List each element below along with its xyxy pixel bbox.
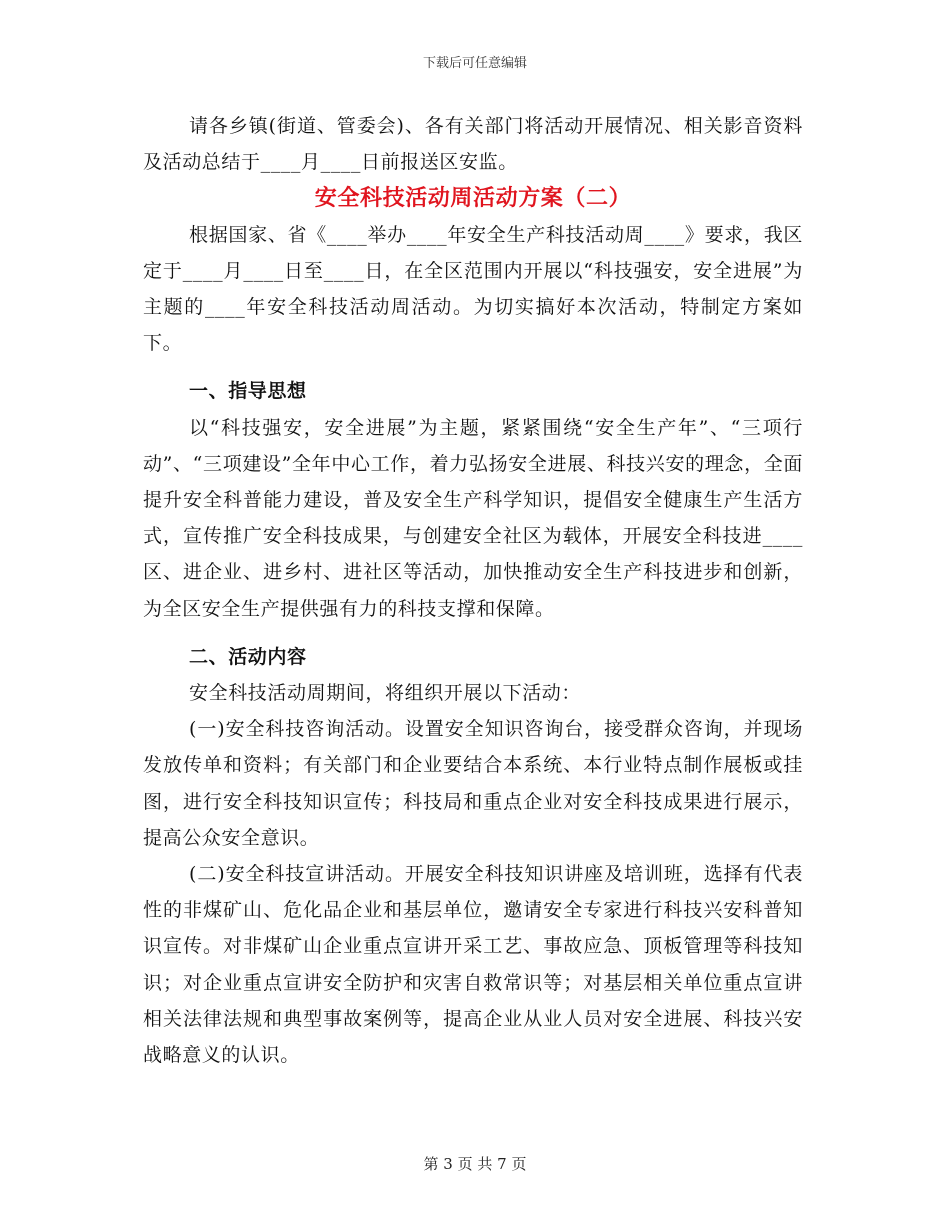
spacer [143,627,803,639]
activity-item-2: (二)安全科技宣讲活动。开展安全科技知识讲座及培训班，选择有代表性的非煤矿山、危化品企业和基层单位，邀请安全专家进行科技兴安科普知识宣传。对非煤矿山企业重点宣讲开采工艺、事故应急、顶板管理等科技知识；对企业重点宣讲安全防护和灾害自救常识等；对基层相关单位重点宣讲相关法律法规和典型事故案例等，提高企业从业人员对安全进展、科技兴安战略意义的认识。 [143,863,803,1067]
document-body [143,108,803,1073]
page-header-note: 下载后可任意编辑 [422,56,527,71]
section-heading-2: 二、活动内容 [189,645,307,668]
activities-intro-paragraph: 安全科技活动周期间，将组织开展以下活动： [189,682,582,705]
spacer [143,361,803,373]
page-number: 第 3 页 共 7 页 [423,1155,527,1173]
guiding-principle-paragraph: 以“科技强安，安全进展”为主题，紧紧围绕“安全生产年”、“三项行动”、“三项建设”全年中心工作，着力弘扬安全进展、科技兴安的理念，全面提升安全科普能力建设，普及安全生产科学知识，提倡安全健康生产生活方式，宣传推广安全科技成果，与创建安全社区为载体，开展安全科技进____区、进企业、进乡村、进社区等活动，加快推动安全生产科技进步和创新，为全区安全生产提供强有力的科技支撑和保障。 [143,416,803,620]
document-title: 安全科技活动周活动方案（二） [314,185,632,212]
closing-paragraph: 请各乡镇(街道、管委会)、各有关部门将活动开展情况、相关影音资料及活动总结于____月____日前报送区安监。 [143,115,803,174]
section-heading-1: 一、指导思想 [189,380,307,403]
activity-item-1: (一)安全科技咨询活动。设置安全知识咨询台，接受群众咨询，并现场发放传单和资料；有关部门和企业要结合本系统、本行业特点制作展板或挂图，进行安全科技知识宣传；科技局和重点企业对安全科技成果进行展示，提高公众安全意识。 [143,718,803,849]
intro-paragraph: 根据国家、省《____举办____年安全生产科技活动周____》要求，我区定于____月____日至____日，在全区范围内开展以“科技强安，安全进展”为主题的____年安全科技活动周活动。为切实搞好本次活动，特制定方案如下。 [143,223,803,355]
